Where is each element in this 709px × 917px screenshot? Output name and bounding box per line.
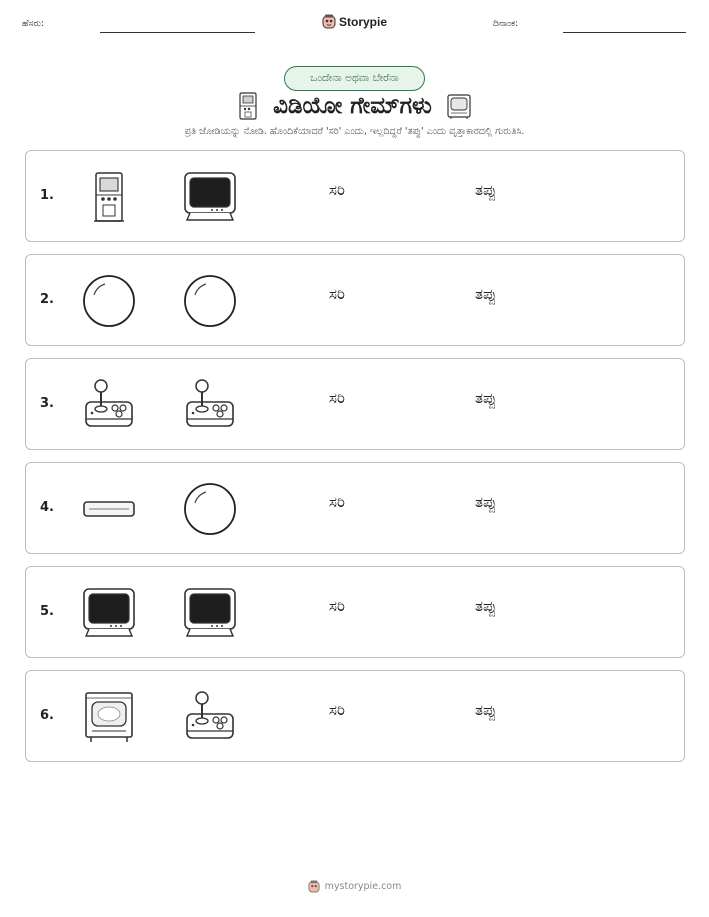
ball-icon — [182, 273, 238, 329]
crt-monitor-icon — [81, 585, 137, 641]
question-number: 4. — [40, 500, 54, 515]
retro-tv-icon — [446, 92, 472, 120]
option-correct[interactable]: ಸರಿ — [329, 493, 345, 511]
footer-url[interactable]: mystorypie.com — [324, 881, 402, 892]
name-label: ಹೆಸರು: — [22, 19, 45, 29]
option-wrong[interactable]: ತಪ್ಪು — [475, 181, 497, 199]
date-line[interactable] — [563, 32, 686, 33]
question-card — [25, 358, 685, 450]
option-correct[interactable]: ಸರಿ — [329, 389, 345, 407]
worksheet-type-badge: ಒಂದೇನಾ ಅಥವಾ ಬೇರೆನಾ — [284, 66, 425, 91]
option-correct[interactable]: ಸರಿ — [329, 181, 345, 199]
question-card — [25, 150, 685, 242]
question-number: 5. — [40, 604, 54, 619]
question-card — [25, 462, 685, 554]
brand-name: Storypie — [339, 14, 388, 29]
storypie-mascot-icon — [308, 880, 320, 893]
joystick-icon — [81, 377, 137, 433]
option-correct[interactable]: ಸರಿ — [329, 597, 345, 615]
question-number: 6. — [40, 708, 54, 723]
question-card — [25, 254, 685, 346]
page-title: ವಿಡಿಯೋ ಗೇಮ್‌ಗಳು — [273, 93, 432, 119]
option-wrong[interactable]: ತಪ್ಪು — [475, 389, 497, 407]
ball-icon — [81, 273, 137, 329]
option-correct[interactable]: ಸರಿ — [329, 285, 345, 303]
question-card — [25, 670, 685, 762]
question-card — [25, 566, 685, 658]
crt-monitor-icon — [182, 585, 238, 641]
option-wrong[interactable]: ತಪ್ಪು — [475, 285, 497, 303]
question-number: 2. — [40, 292, 54, 307]
cartridge-icon — [81, 481, 137, 537]
arcade-cabinet-icon — [237, 91, 259, 121]
option-wrong[interactable]: ತಪ್ಪು — [475, 597, 497, 615]
crt-monitor-icon — [182, 169, 238, 225]
ball-icon — [182, 481, 238, 537]
option-wrong[interactable]: ತಪ್ಪು — [475, 493, 497, 511]
footer — [0, 880, 709, 893]
question-number: 3. — [40, 396, 54, 411]
instructions: ಪ್ರತಿ ಜೋಡಿಯನ್ನು ನೋಡಿ. ಹೊಂದಿಕೆಯಾದರೆ 'ಸರಿ' ಎಂದು, ಇಲ್ಲದಿದ್ದರೆ 'ತಪ್ಪು' ಎಂದು ವೃತ್ತಾಕಾರದಲ್ಲಿ ಗುರುತಿಸಿ. — [184, 126, 525, 137]
option-correct[interactable]: ಸರಿ — [329, 701, 345, 719]
date-label: ದಿನಾಂಕ: — [493, 19, 519, 29]
joystick-icon — [182, 377, 238, 433]
joystick-icon — [182, 689, 238, 745]
name-line[interactable] — [100, 32, 255, 33]
retro-tv-icon — [81, 689, 137, 745]
storypie-mascot-icon — [322, 14, 336, 29]
question-number: 1. — [40, 188, 54, 203]
arcade-cabinet-icon — [81, 169, 137, 225]
option-wrong[interactable]: ತಪ್ಪು — [475, 701, 497, 719]
brand-logo — [322, 14, 387, 29]
title-row — [0, 90, 709, 122]
